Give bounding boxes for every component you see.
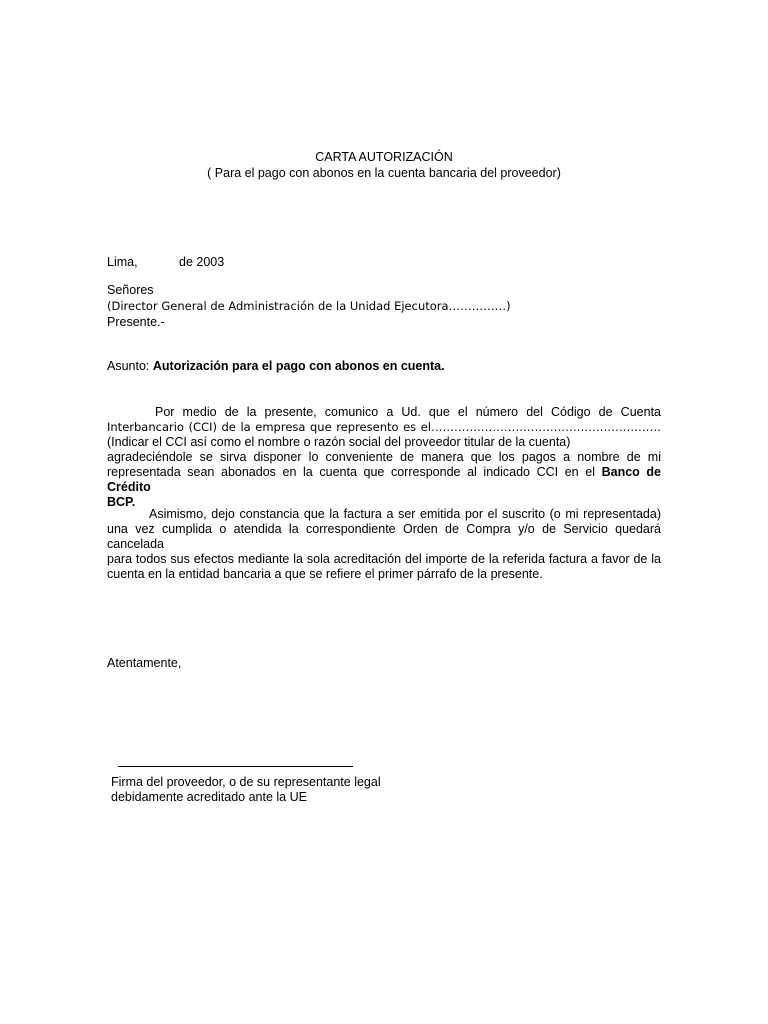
p1-line-3: (Indicar el CCI así como el nombre o razón social del proveedor titular de la cuenta): [107, 435, 571, 449]
letter-subtitle: ( Para el pago con abonos en la cuenta bancaria del proveedor): [207, 166, 561, 180]
p1-line-5: [107, 465, 661, 495]
p2-line-1: Asimismo, dejo constancia que la factura a ser emitida por el suscrito (o mi representada): [149, 507, 661, 521]
p1-line-5-text: representada sean abonados en la cuenta que corresponde al indicado CCI en el: [107, 465, 602, 479]
subject-line: [107, 359, 445, 374]
signature-caption-line-2: debidamente acreditado ante la UE: [111, 790, 307, 804]
p1-line-2: Interbancario (CCI) de la empresa que represento es el……………………………………………………: [107, 420, 661, 434]
bank-name: Banco de Crédito: [107, 465, 661, 494]
subject-label: Asunto:: [107, 359, 153, 373]
closing: Atentamente,: [107, 656, 182, 670]
signature-line: [118, 766, 353, 767]
letter-title: CARTA AUTORIZACIÓN: [315, 150, 453, 164]
body-paragraph-1: [107, 405, 661, 510]
p1-line-4: agradeciéndole se sirva disponer lo conveniente de manera que los pagos a nombre de mi: [107, 450, 661, 464]
date-year: de 2003: [179, 255, 225, 269]
signature-caption: [111, 775, 381, 805]
date-line: [107, 255, 224, 270]
bank-name-suffix: BCP.: [107, 495, 136, 509]
body-paragraph-2: [107, 507, 661, 582]
p2-line-2: una vez cumplida o atendida la correspondiente Orden de Compra y/o de Servicio quedará cancelada: [107, 522, 661, 551]
date-city: Lima,: [107, 255, 138, 269]
addressee-presente: Presente.-: [107, 315, 165, 329]
signature-caption-line-1: Firma del proveedor, o de su representante legal: [111, 775, 381, 789]
p2-line-3: para todos sus efectos mediante la sola acreditación del importe de la referida factura a favor de la: [107, 552, 661, 566]
addressee-director: (Director General de Administración de la Unidad Ejecutora……………): [107, 299, 511, 313]
p2-line-4: cuenta en la entidad bancaria a que se refiere el primer párrafo de la presente.: [107, 567, 543, 581]
p1-line-1: Por medio de la presente, comunico a Ud. que el número del Código de Cuenta: [155, 405, 661, 419]
addressee-salutation: Señores: [107, 283, 154, 297]
subject-text: Autorización para el pago con abonos en cuenta.: [152, 359, 445, 373]
